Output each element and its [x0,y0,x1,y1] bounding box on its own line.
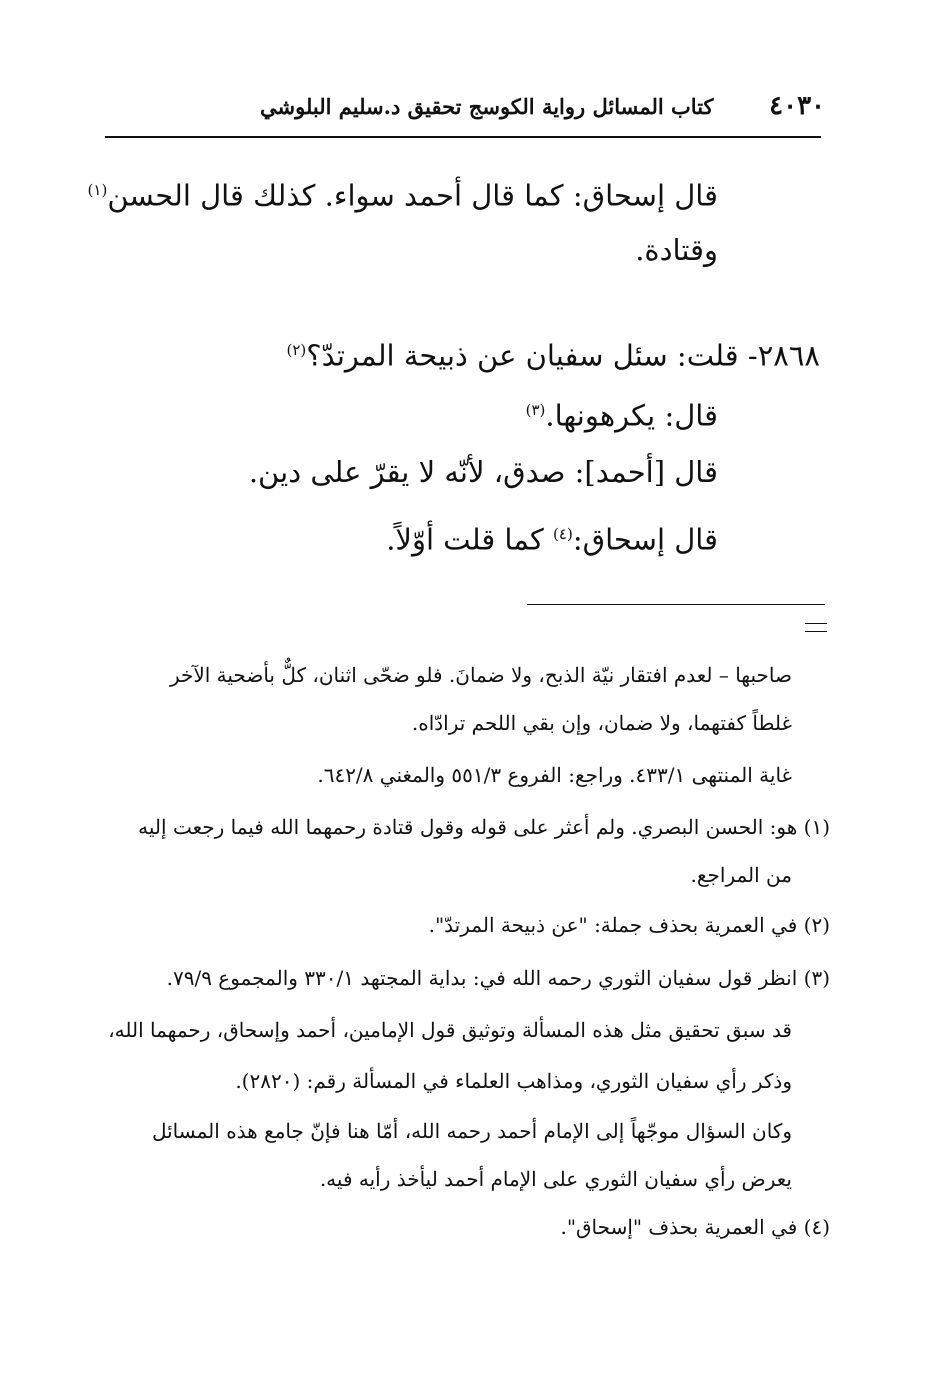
footnote-continued-line-2: غلطاً كفتهما، ولا ضمان، وإن بقي اللحم ترادّاه. [411,711,792,735]
page-number: ٤٠٣٠ [769,91,825,121]
answer-sufyan [526,390,718,436]
footnote-ref-3: (٣) [525,401,546,419]
footnote-2: (٢) في العمرية بحذف جملة: "عن ذبيحة المرتدّ". [428,913,830,937]
running-title: كتاب المسائل رواية الكوسج تحقيق د.سليم البلوشي [260,93,714,119]
footnote-3-line-4: وكان السؤال موجّهاً إلى الإمام أحمد رحمه الله، أمّا هنا فإنّ جامع هذه المسائل [151,1119,792,1143]
footnote-1-line-1: (١) هو: الحسن البصري. ولم أعثر على قوله وقول قتادة رحمهما الله فيما رجعت إليه [138,815,830,839]
main-text: قال إسحاق: [572,522,718,557]
question-number: ٢٨٦٨- [747,338,820,373]
main-line-2 [635,230,718,270]
question-text: قلت: سئل سفيان عن ذبيحة المرتدّ؟ [306,338,739,373]
answer-ishaq [386,514,718,560]
main-text: قال إسحاق: كما قال أحمد سواء. كذلك قال الحسن [107,178,718,213]
footnote-ref-4: (٤) [553,525,573,543]
footnote-4: (٤) في العمرية بحذف "إسحاق". [560,1215,830,1239]
footnote-ref-2: (٢) [286,341,307,359]
main-text: قال [أحمد]: صدق، لأنّه لا يقرّ على دين. [248,455,718,489]
footnote-rule [527,604,825,605]
main-text: قال: يكرهونها. [545,398,718,433]
footnote-continued-line-3: غاية المنتهى ٤٣٣/١. وراجع: الفروع ٥٥١/٣ والمغني ٦٤٢/٨. [317,763,792,787]
footnote-1-line-2: من المراجع. [690,863,792,887]
page-header [105,86,825,126]
footnote-3-line-1: (٣) انظر قول سفيان الثوري رحمه الله في: بداية المجتهد ٣٣٠/١ والمجموع ٧٩/٩. [166,966,830,990]
footnote-3-line-2: قد سبق تحقيق مثل هذه المسألة وتوثيق قول الإمامين، أحمد وإسحاق، رحمهما الله، [108,1018,792,1042]
question-2868 [286,330,820,376]
main-text: كما قلت أوّلاً. [386,522,544,557]
footnote-ref-1: (١) [87,181,108,199]
main-text: وقتادة. [635,233,718,267]
footnote-continued-line-1: صاحبها – لعدم افتقار نيّة الذبح، ولا ضمانَ. فلو ضحّى اثنان، كلٌّ بأضحية الآخر [169,663,792,687]
footnote-3-line-3: وذكر رأي سفيان الثوري، ومذاهب العلماء في المسألة رقم: (٢٨٢٠). [235,1069,792,1093]
continuation-mark [805,621,827,635]
footnote-3-line-5: يعرض رأي سفيان الثوري على الإمام أحمد ليأخذ رأيه فيه. [319,1167,792,1191]
header-rule [105,136,821,138]
main-line-1 [88,170,718,216]
answer-ahmad [249,452,718,492]
